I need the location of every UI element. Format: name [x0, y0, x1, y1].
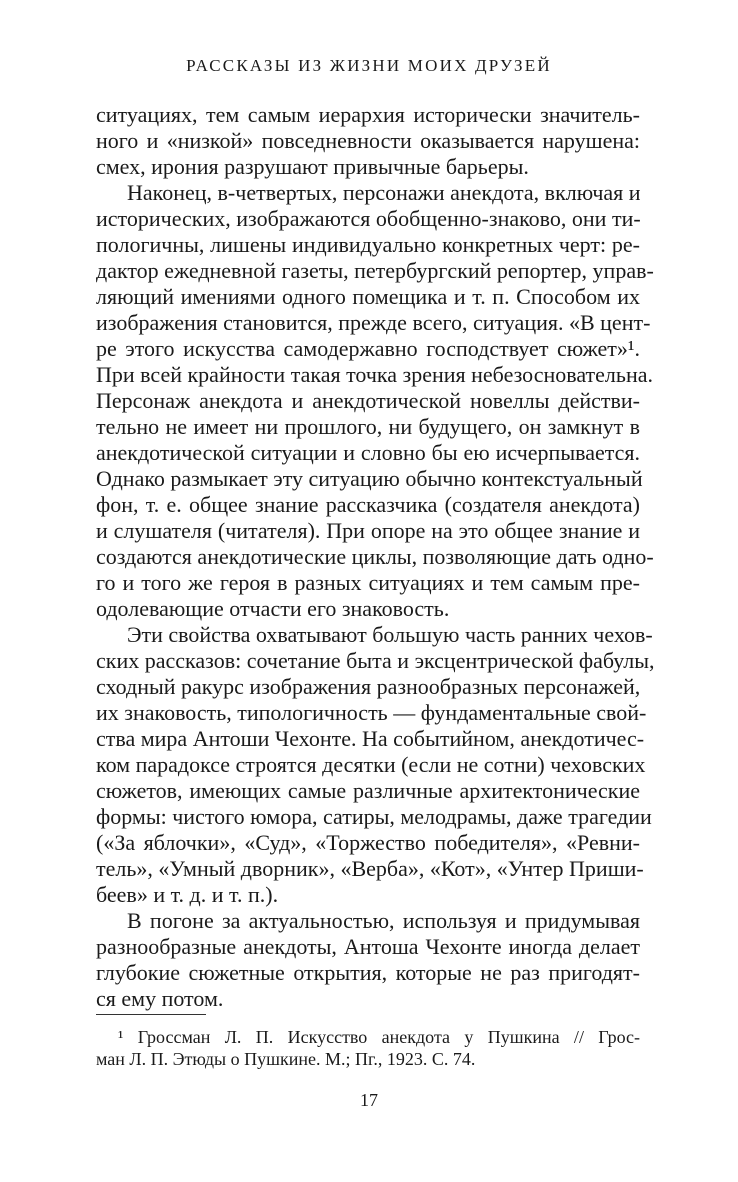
- text-line: ре этого искусства самодержавно господствует сюжет»¹.: [96, 336, 640, 361]
- running-head: РАССКАЗЫ ИЗ ЖИЗНИ МОИХ ДРУЗЕЙ: [186, 56, 552, 75]
- text-line: Персонаж анекдота и анекдотической новеллы действи-: [96, 388, 640, 413]
- text-line: сходный ракурс изображения разнообразных персонажей,: [96, 674, 641, 699]
- text-line: изображения становится, прежде всего, ситуация. «В цент-: [96, 310, 651, 335]
- text-line: го и того же героя в разных ситуациях и тем самым пре-: [96, 570, 640, 595]
- text-line: анекдотической ситуации и словно бы ею исчерпывается.: [96, 440, 640, 465]
- text-line: тель», «Умный дворник», «Верба», «Кот», «Унтер Приши-: [96, 856, 644, 881]
- text-line: («За яблочки», «Суд», «Торжество победителя», «Ревни-: [96, 830, 640, 855]
- text-line: ляющий имениями одного помещика и т. п. Способом их: [96, 284, 640, 309]
- text-line: В погоне за актуальностью, используя и придумывая: [127, 908, 640, 933]
- text-line: пологичны, лишены индивидуально конкретных черт: ре-: [96, 232, 640, 257]
- page-number: 17: [360, 1090, 378, 1110]
- text-line: смех, ирония разрушают привычные барьеры.: [96, 154, 529, 179]
- text-line: и слушателя (читателя). При опоре на это общее знание и: [96, 518, 640, 543]
- footnote-line: ман Л. П. Этюды о Пушкине. М.; Пг., 1923. С. 74.: [96, 1049, 476, 1069]
- text-line: сюжетов, имеющих самые различные архитектонические: [96, 778, 640, 803]
- text-line: исторических, изображаются обобщенно-знаково, они ти-: [96, 206, 641, 231]
- footnote-line: ¹ Гроссман Л. П. Искусство анекдота у Пушкина // Грос-: [118, 1027, 640, 1047]
- text-line: одолевающие отчасти его знаковость.: [96, 596, 450, 621]
- footnote-divider: [96, 1014, 206, 1015]
- text-line: Эти свойства охватывают большую часть ранних чехов-: [127, 622, 653, 647]
- text-line: фон, т. е. общее знание рассказчика (создателя анекдота): [96, 492, 640, 517]
- text-line: ских рассказов: сочетание быта и эксцентрической фабулы,: [96, 648, 655, 673]
- text-line: ства мира Антоши Чехонте. На событийном, анекдотичес-: [96, 726, 645, 751]
- text-line: ся ему потом.: [96, 986, 224, 1011]
- text-line: ного и «низкой» повседневности оказывается нарушена:: [96, 128, 640, 153]
- text-line: беев» и т. д. и т. п.).: [96, 882, 279, 907]
- text-line: ситуациях, тем самым иерархия исторически значитель-: [96, 102, 640, 127]
- text-line: формы: чистого юмора, сатиры, мелодрамы, даже трагедии: [96, 804, 652, 829]
- text-line: ком парадоксе строятся десятки (если не сотни) чеховских: [96, 752, 646, 777]
- text-line: их знаковость, типологичность — фундаментальные свой-: [96, 700, 647, 725]
- text-line: Наконец, в-четвертых, персонажи анекдота, включая и: [127, 180, 641, 205]
- text-line: Однако размыкает эту ситуацию обычно контекстуальный: [96, 466, 643, 491]
- text-line: При всей крайности такая точка зрения небезосновательна.: [96, 362, 653, 387]
- text-line: тельно не имеет ни прошлого, ни будущего, он замкнут в: [96, 414, 640, 439]
- text-line: создаются анекдотические циклы, позволяющие дать одно-: [96, 544, 654, 569]
- text-line: дактор ежедневной газеты, петербургский репортер, управ-: [96, 258, 654, 283]
- text-line: глубокие сюжетные открытия, которые не раз пригодят-: [96, 960, 640, 985]
- text-line: разнообразные анекдоты, Антоша Чехонте иногда делает: [96, 934, 640, 959]
